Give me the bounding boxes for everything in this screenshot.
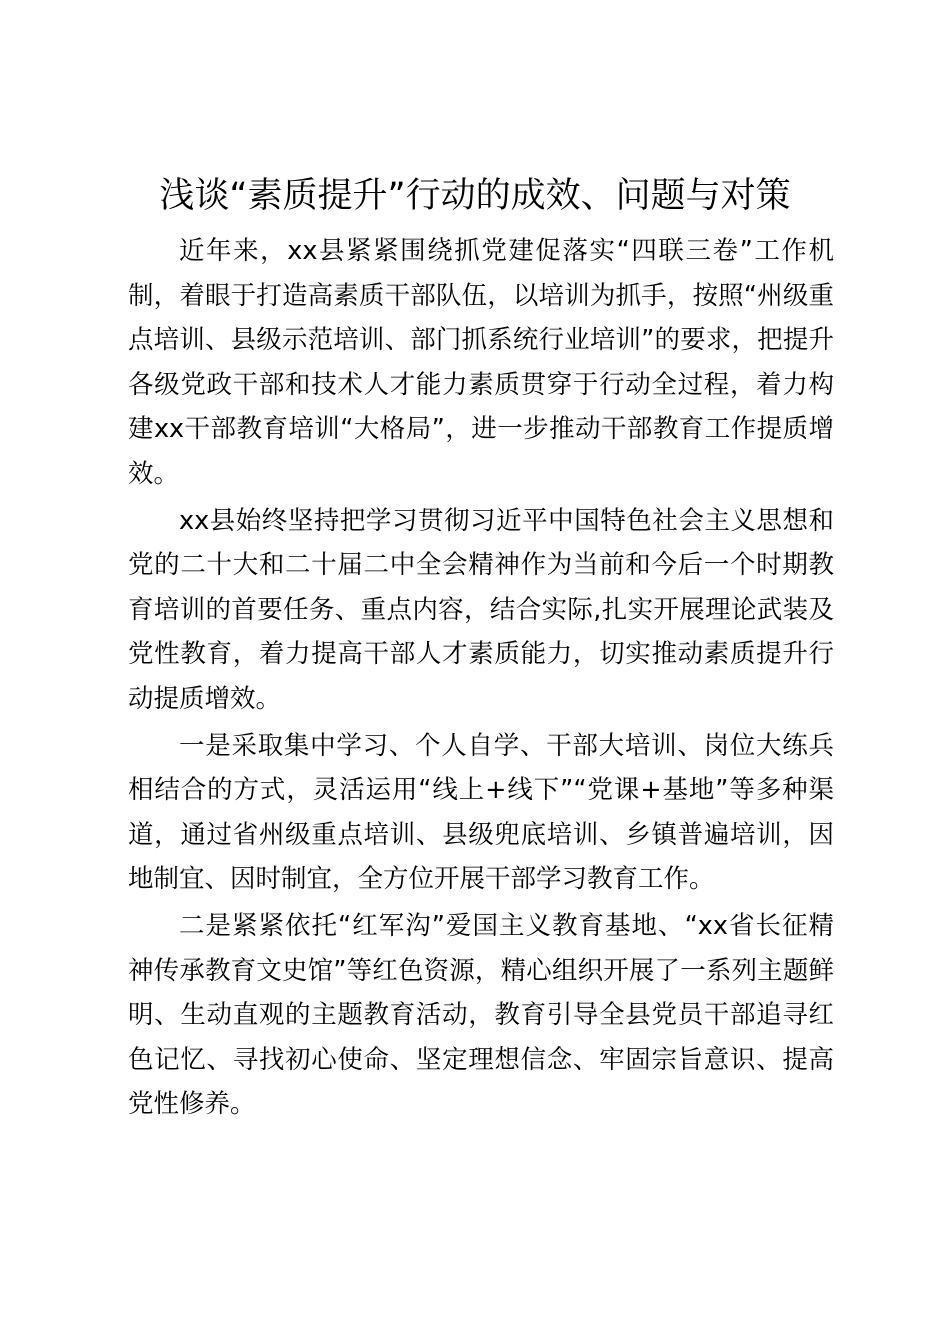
paragraph-4: 二是紧紧依托“红军沟”爱国主义教育基地、“xx省长征精神传承教育文史馆”等红色资源，精心组织开展了一系列主题鲜明、生动直观的主题教育活动，教育引导全县党员干部追寻红色记忆、寻找初心使命、坚定理想信念、牢固宗旨意识、提高党性修养。 bbox=[128, 910, 834, 1120]
paragraph-2: xx县始终坚持把学习贯彻习近平中国特色社会主义思想和党的二十大和二十届二中全会精神作为当前和今后一个时期教育培训的首要任务、重点内容，结合实际,扎实开展理论武装及党性教育，着力提高干部人才素质能力，切实推动素质提升行动提质增效。 bbox=[128, 505, 834, 714]
paragraph-3: 一是采取集中学习、个人自学、干部大培训、岗位大练兵相结合的方式，灵活运用“线上+线下”“党课+基地”等多种渠道，通过省州级重点培训、县级兜底培训、乡镇普遍培训，因地制宜、因时制宜，全方位开展干部学习教育工作。 bbox=[128, 730, 834, 895]
document-title: 浅谈“素质提升”行动的成效、问题与对策 bbox=[159, 176, 791, 216]
document-body bbox=[128, 229, 834, 1129]
paragraph-1: 近年来，xx县紧紧围绕抓党建促落实“四联三卷”工作机制，着眼于打造高素质干部队伍，以培训为抓手，按照“州级重点培训、县级示范培训、部门抓系统行业培训”的要求，把提升各级党政干部和技术人才能力素质贯穿于行动全过程，着力构建xx干部教育培训“大格局”，进一步推动干部教育工作提质增效。 bbox=[128, 236, 834, 489]
